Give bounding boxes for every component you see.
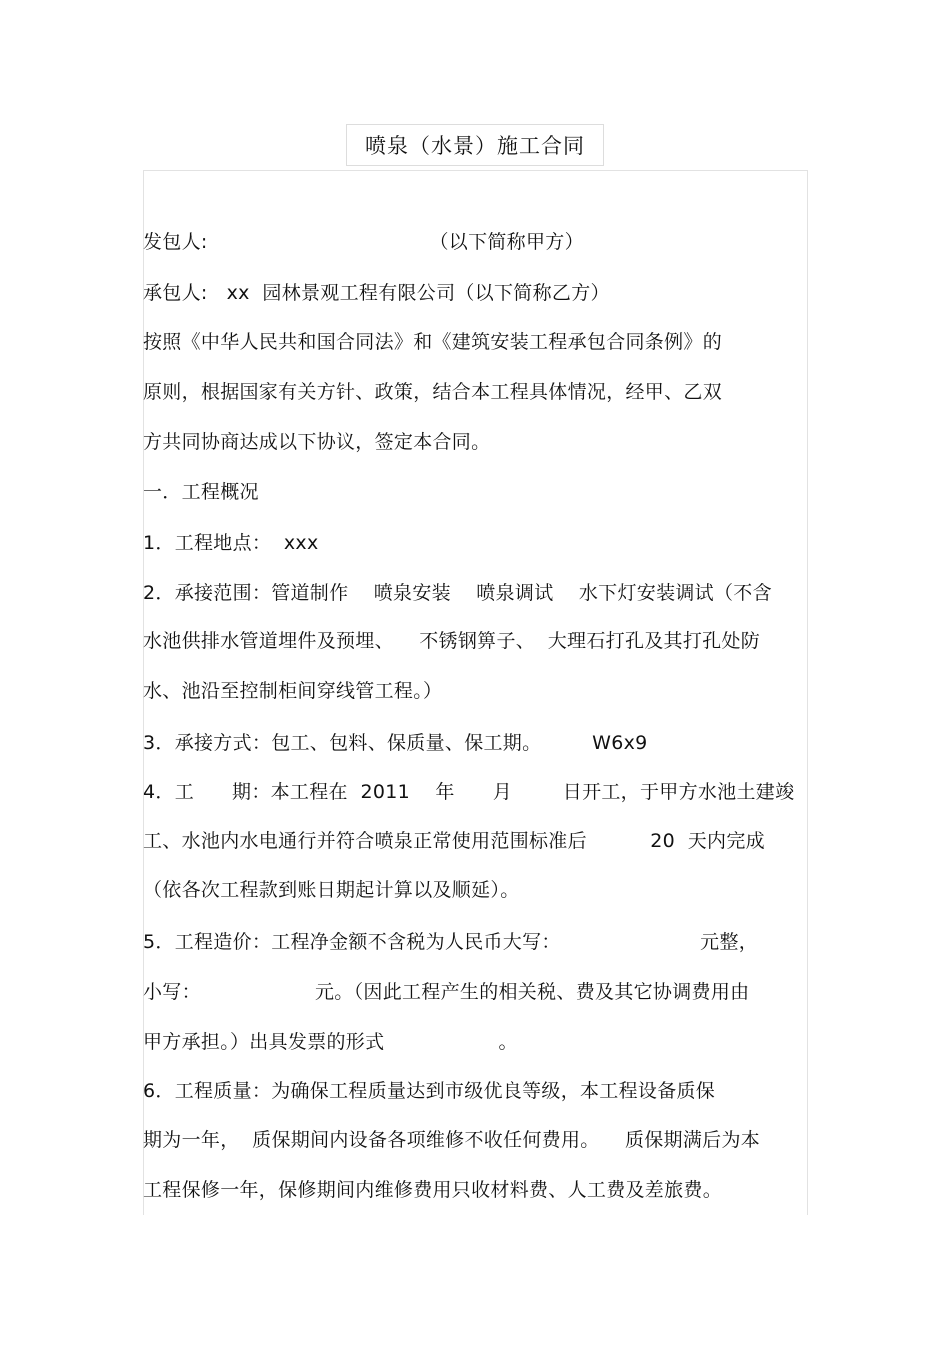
party-b-line: 承包人: xx 园林景观工程有限公司（以下简称乙方） — [143, 282, 610, 304]
clause-line: 甲方承担。）出具发票的形式 。 — [143, 1031, 518, 1053]
preamble-line: 原则，根据国家有关方针、政策，结合本工程具体情况，经甲、乙双 — [143, 381, 723, 403]
preamble-line: 方共同协商达成以下协议，签定本合同。 — [143, 431, 491, 453]
clause-line: 工、水池内水电通行并符合喷泉正常使用范围标准后 20 天内完成 — [143, 830, 765, 852]
clause-line: 3．承接方式：包工、包料、保质量、保工期。 W6x9 — [143, 732, 648, 754]
preamble-line: 按照《中华人民共和国合同法》和《建筑安装工程承包合同条例》的 — [143, 331, 723, 353]
section-heading: 一．工程概况 — [143, 481, 259, 503]
clause-line: （依各次工程款到账日期起计算以及顺延）。 — [143, 879, 520, 901]
clause-line: 小写： 元。（因此工程产生的相关税、费及其它协调费用由 — [143, 981, 750, 1003]
clause-line: 期为一年， 质保期间内设备各项维修不收任何费用。 质保期满后为本 — [143, 1129, 761, 1151]
clause-line: 工程保修一年，保修期间内维修费用只收材料费、人工费及差旅费。 — [143, 1179, 723, 1201]
clause-line: 5．工程造价：工程净金额不含税为人民币大写： 元整， — [143, 931, 759, 953]
document-title: 喷泉（水景）施工合同 — [365, 134, 585, 158]
party-a-line: 发包人: （以下简称甲方） — [143, 231, 584, 253]
clause-line: 1．工程地点： xxx — [143, 532, 319, 554]
clause-line: 4．工 期：本工程在 2011 年 月 日开工，于甲方水池土建竣 — [143, 781, 795, 803]
title-frame — [346, 124, 604, 166]
clause-line: 6．工程质量：为确保工程质量达到市级优良等级，本工程设备质保 — [143, 1080, 716, 1102]
clause-line: 2．承接范围：管道制作 喷泉安装 喷泉调试 水下灯安装调试（不含 — [143, 582, 772, 604]
clause-line: 水、池沿至控制柜间穿线管工程。） — [143, 680, 443, 702]
clause-line: 水池供排水管道埋件及预埋、 不锈钢箅子、 大理石打孔及其打孔处防 — [143, 630, 761, 652]
